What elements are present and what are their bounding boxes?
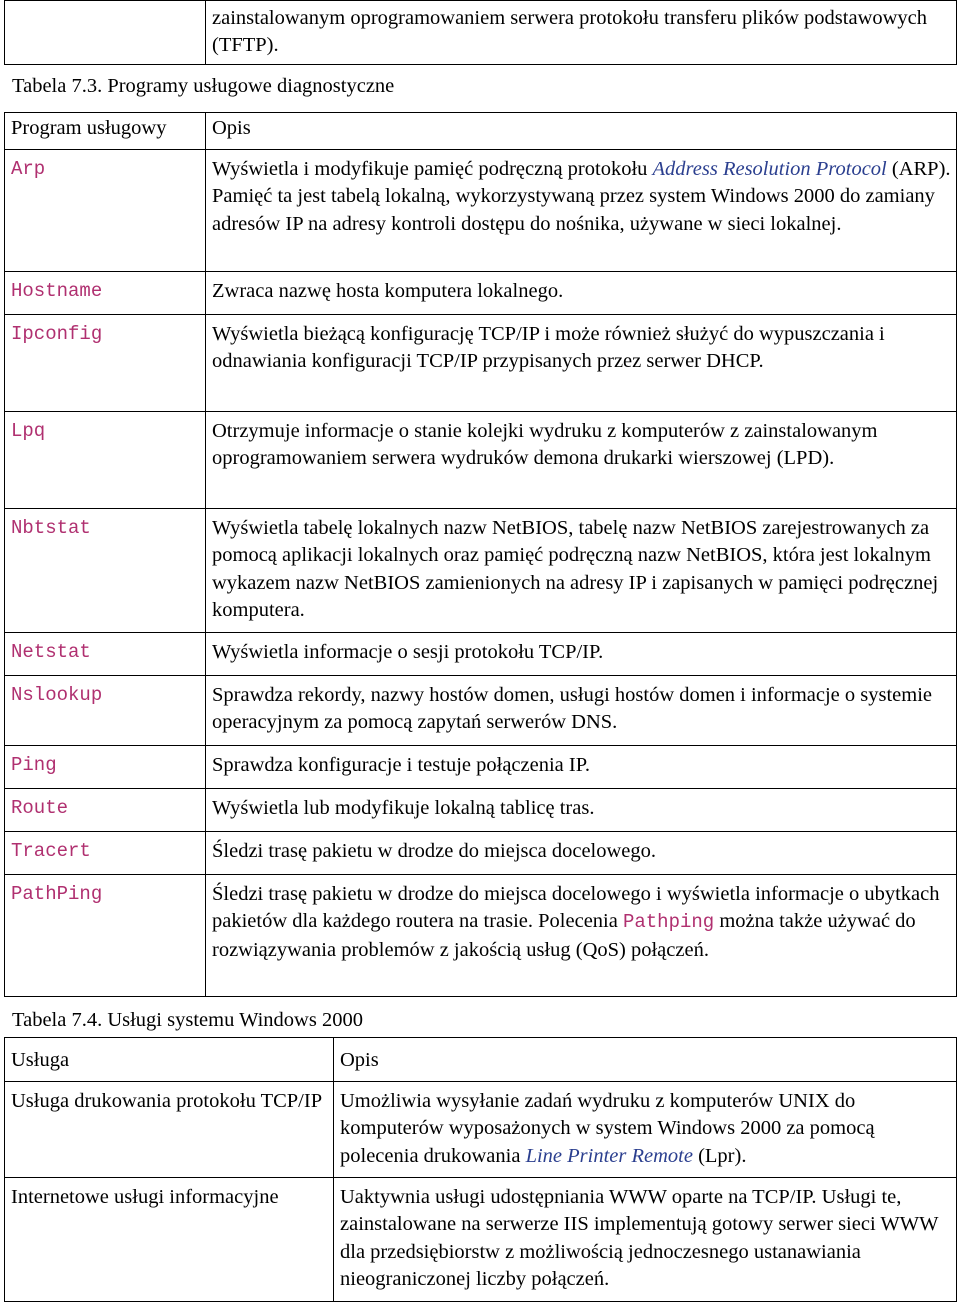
- table-header-row: [5, 1038, 957, 1082]
- program-desc: Sprawdza konfiguracje i testuje połączenia IP.: [206, 746, 957, 789]
- continued-desc-cell: [206, 1, 957, 65]
- program-desc: Śledzi trasę pakietu w drodze do miejsca docelowego i wyświetla informacje o ubytkach pakietów dla każdego routera na trasie. Polecenia Pathping można także używać do rozwiązywania problemów z jakością usług (QoS) połączeń.: [206, 875, 957, 997]
- program-desc: Śledzi trasę pakietu w drodze do miejsca docelowego.: [206, 832, 957, 875]
- continued-desc: zainstalowanym oprogramowaniem serwera protokołu transferu plików podstawowych (TFTP).: [212, 7, 928, 57]
- service-name: Internetowe usługi informacyjne: [5, 1178, 334, 1302]
- service-name: Usługa drukowania protokołu TCP/IP: [5, 1082, 334, 1178]
- program-name: Tracert: [5, 832, 206, 875]
- program-name: Ping: [5, 746, 206, 789]
- service-desc: Umożliwia wysyłanie zadań wydruku z komputerów UNIX do komputerów wyposażonych w system Windows 2000 za pomocą polecenia drukowania Line Printer Remote (Lpr).: [334, 1082, 957, 1178]
- program-name: Nbtstat: [5, 509, 206, 633]
- header-service: Usługa: [5, 1038, 334, 1082]
- table-row: [5, 150, 957, 272]
- windows-services-table: [4, 1037, 957, 1302]
- header-desc: Opis: [206, 113, 957, 150]
- program-desc: Sprawdza rekordy, nazwy hostów domen, usługi hostów domen i informacje o systemie operacyjnym za pomocą zapytań serwerów DNS.: [206, 676, 957, 746]
- table-row: [5, 412, 957, 509]
- diagnostic-programs-table: [4, 112, 957, 997]
- program-name: Netstat: [5, 633, 206, 676]
- program-desc: Otrzymuje informacje o stanie kolejki wydruku z komputerów z zainstalowanym oprogramowaniem serwera wydruków demona drukarki wierszowej (LPD).: [206, 412, 957, 509]
- program-desc: Wyświetla tabelę lokalnych nazw NetBIOS, tabelę nazw NetBIOS zarejestrowanych za pomocą aplikacji lokalnych oraz pamięć podręczną nazw NetBIOS, która jest lokalnym wykazem nazw NetBIOS zamienionych na adresy IP i zapisanych w pamięci podręcznej komputera.: [206, 509, 957, 633]
- program-desc: Wyświetla i modyfikuje pamięć podręczną protokołu Address Resolution Protocol (ARP). Pamięć ta jest tabelą lokalną, wykorzystywaną przez system Windows 2000 do zamiany adresów IP na adresy kontroli dostępu do nośnika, używane w sieci lokalnej.: [206, 150, 957, 272]
- table-row: [5, 832, 957, 875]
- header-program: Program usługowy: [5, 113, 206, 150]
- program-name: PathPing: [5, 875, 206, 997]
- arp-protocol-term: Address Resolution Protocol: [652, 158, 887, 180]
- table-row: [5, 509, 957, 633]
- continued-table: [4, 0, 957, 65]
- program-desc: Wyświetla bieżącą konfigurację TCP/IP i może również służyć do wypuszczania i odnawiania konfiguracji TCP/IP przypisanych przez serwer DHCP.: [206, 315, 957, 412]
- table-7-4-caption: Tabela 7.4. Usługi systemu Windows 2000: [12, 1009, 363, 1031]
- program-desc: Wyświetla lub modyfikuje lokalną tablicę tras.: [206, 789, 957, 832]
- pathping-command: Pathping: [622, 911, 715, 934]
- lpr-term: Line Printer Remote: [525, 1144, 693, 1167]
- table-row: [5, 789, 957, 832]
- table-row: [5, 633, 957, 676]
- table-row: [5, 1082, 957, 1178]
- table-row: [5, 875, 957, 997]
- table-row: [5, 272, 957, 315]
- program-name: Hostname: [5, 272, 206, 315]
- continued-empty-cell: [5, 1, 206, 65]
- program-desc: Wyświetla informacje o sesji protokołu TCP/IP.: [206, 633, 957, 676]
- program-desc: Zwraca nazwę hosta komputera lokalnego.: [206, 272, 957, 315]
- table-row: [5, 746, 957, 789]
- header-desc: Opis: [334, 1038, 957, 1082]
- program-name: Lpq: [5, 412, 206, 509]
- program-name: Route: [5, 789, 206, 832]
- table-header-row: [5, 113, 957, 150]
- program-name: Nslookup: [5, 676, 206, 746]
- table-row: [5, 676, 957, 746]
- program-name: Arp: [5, 150, 206, 272]
- table-row: [5, 315, 957, 412]
- table-7-3-caption: Tabela 7.3. Programy usługowe diagnostyczne: [12, 75, 395, 97]
- program-name: Ipconfig: [5, 315, 206, 412]
- table-row: [5, 1178, 957, 1302]
- service-desc: Uaktywnia usługi udostępniania WWW oparte na TCP/IP. Usługi te, zainstalowane na serwerze IIS implementują gotowy serwer sieci WWW dla przedsiębiorstw z możliwością jednoczesnego ustanawiania nieograniczonej liczby połączeń.: [334, 1178, 957, 1302]
